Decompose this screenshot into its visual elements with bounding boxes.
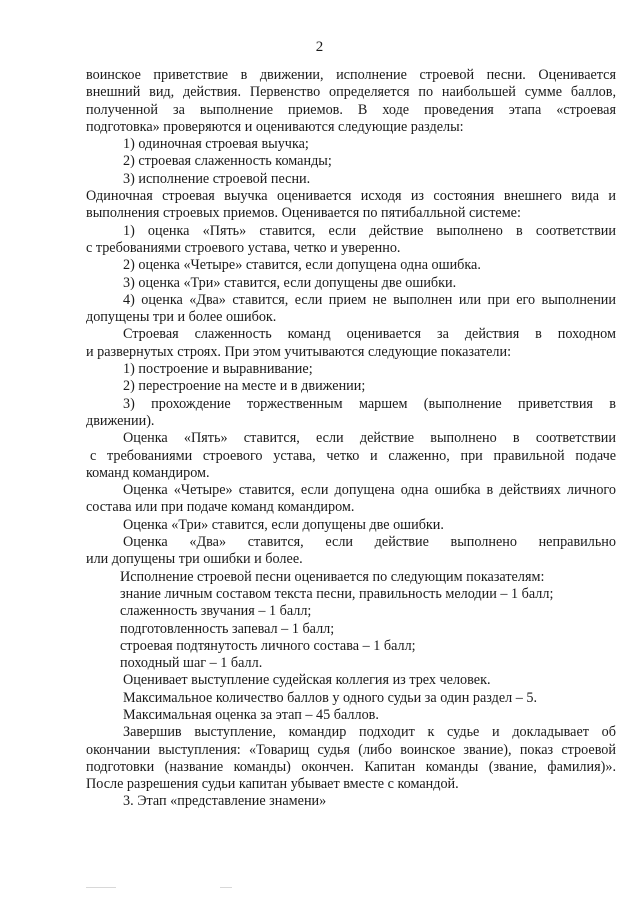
text-line: Максимальное количество баллов у одного судьи за один раздел – 5. bbox=[123, 689, 538, 706]
text-line: полученной за выполнение приемов. В ходе проведения этапа «строевая bbox=[86, 101, 616, 118]
text-line: 1) оценка «Пять» ставится, если действие выполнено в соответствии bbox=[123, 222, 616, 239]
document-body bbox=[86, 67, 616, 811]
text-line: знание личным составом текста песни, правильность мелодии – 1 балл; bbox=[120, 585, 554, 602]
text-line: подготовленность запевал – 1 балл; bbox=[120, 620, 335, 637]
text-line: подготовки (название команды) окончен. Капитан команды (звание, фамилия)». bbox=[86, 758, 616, 775]
text-line: подготовка» проверяются и оцениваются следующие разделы: bbox=[86, 118, 464, 135]
scan-artifact bbox=[220, 887, 232, 888]
text-line: слаженность звучания – 1 балл; bbox=[120, 603, 312, 620]
text-line: 3. Этап «представление знамени» bbox=[123, 793, 327, 810]
text-line: воинское приветствие в движении, исполнение строевой песни. Оценивается bbox=[86, 67, 616, 83]
text-line: Оценка «Пять» ставится, если действие выполнено в соответствии bbox=[123, 430, 616, 447]
text-line: окончании выступления: «Товарищ судья (либо воинское звание), показ строевой bbox=[86, 741, 616, 758]
text-line: Максимальная оценка за этап – 45 баллов. bbox=[123, 706, 379, 723]
text-line: Оценка «Четыре» ставится, если допущена одна ошибка в действиях личного bbox=[123, 482, 616, 499]
text-line: 3) оценка «Три» ставится, если допущены две ошибки. bbox=[123, 274, 457, 291]
text-line: Оценка «Три» ставится, если допущены две ошибки. bbox=[123, 516, 444, 533]
text-line: 3) прохождение торжественным маршем (выполнение приветствия в bbox=[123, 395, 616, 412]
text-line: внешний вид, действия. Первенство определяется по наибольшей сумме баллов, bbox=[86, 84, 616, 101]
text-line: или допущены три ошибки и более. bbox=[86, 551, 303, 568]
text-line: Одиночная строевая выучка оценивается исходя из состояния внешнего вида и bbox=[86, 188, 616, 205]
text-line: с требованиями строевого устава, четко и слаженно, при правильной подаче bbox=[90, 447, 616, 464]
text-line: допущены три и более ошибок. bbox=[86, 309, 277, 326]
text-line: и развернутых строях. При этом учитываются следующие показатели: bbox=[86, 343, 512, 360]
text-line: походный шаг – 1 балл. bbox=[120, 655, 263, 672]
text-line: выполнения строевых приемов. Оценивается по пятибалльной системе: bbox=[86, 205, 521, 222]
text-line: Исполнение строевой песни оценивается по следующим показателям: bbox=[120, 568, 545, 585]
scan-artifact bbox=[86, 887, 116, 888]
text-line: Завершив выступление, командир подходит к судье и докладывает об bbox=[123, 724, 616, 741]
text-line: 2) оценка «Четыре» ставится, если допущена одна ошибка. bbox=[123, 257, 481, 274]
text-line: 4) оценка «Два» ставится, если прием не выполнен или при его выполнении bbox=[123, 291, 616, 308]
text-line: команд командиром. bbox=[86, 464, 210, 481]
text-line: 3) исполнение строевой песни. bbox=[123, 170, 311, 187]
text-line: движении). bbox=[86, 412, 155, 429]
text-line: Строевая слаженность команд оценивается за действия в походном bbox=[123, 326, 616, 343]
text-line: состава или при подаче команд командиром. bbox=[86, 499, 355, 516]
text-line: строевая подтянутость личного состава – 1 балл; bbox=[120, 637, 416, 654]
text-line: 2) строевая слаженность команды; bbox=[123, 153, 332, 170]
text-line: 1) одиночная строевая выучка; bbox=[123, 136, 309, 153]
text-line: 1) построение и выравнивание; bbox=[123, 361, 313, 378]
text-line: После разрешения судьи капитан убывает вместе с командой. bbox=[86, 776, 459, 793]
text-line: 2) перестроение на месте и в движении; bbox=[123, 378, 366, 395]
text-line: с требованиями строевого устава, четко и уверенно. bbox=[86, 239, 401, 256]
page-number: 2 bbox=[315, 39, 324, 55]
text-line: Оценка «Два» ставится, если действие выполнено неправильно bbox=[123, 534, 616, 551]
text-line: Оценивает выступление судейская коллегия из трех человек. bbox=[123, 672, 491, 689]
